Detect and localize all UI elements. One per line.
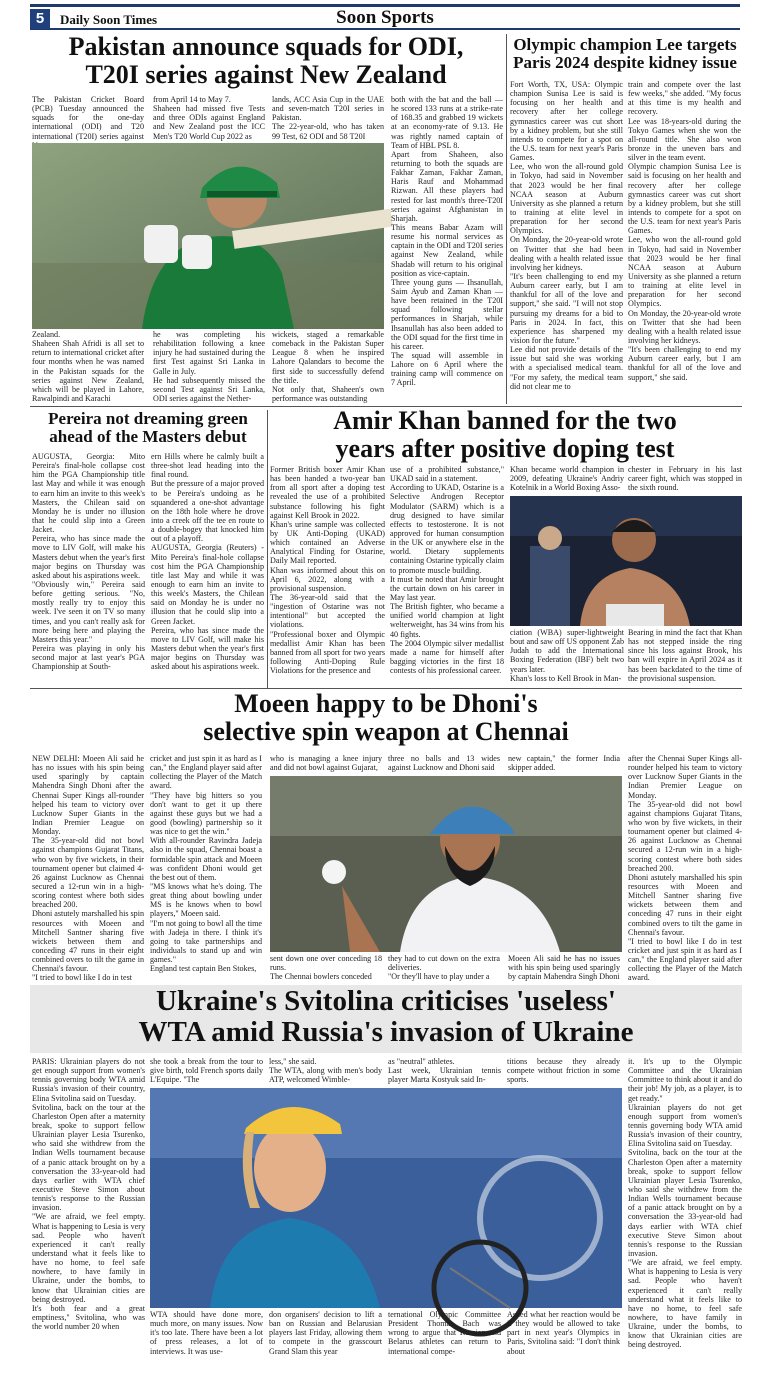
pakistan-col2-bottom: he was completing his rehabilitation following a knee injury he had sustained during the first Test against Sri Lanka in Galle in July. He had subsequently missed the second Test against Sri Lanka, ODI series against the Nether- xyxy=(153,330,265,403)
khan-col3-bottom: ciation (WBA) super-lightweight bout and saw off US opponent Zab Judah to add the International Boxing Federation (IBF) belt two years later. Khan's loss to Kell Brook in Man- xyxy=(510,628,624,683)
khan-headline-line2: years after positive doping test xyxy=(335,434,675,464)
khan-col4-top: chester in February in his last career fight, which was stopped in the sixth round. xyxy=(628,465,742,493)
moeen-col4-top: three no balls and 13 wides against Lucknow and Dhoni said xyxy=(388,754,500,773)
khan-headline xyxy=(268,407,742,463)
pakistan-headline-line1: Pakistan announce squads for ODI, xyxy=(68,32,464,61)
pakistan-col1-bottom: Zealand. Shaheen Shah Afridi is all set to return to international cricket after four months when he was named in the Pakistan squads for the series against New Zealand, which will be played in Lahore, Rawalpindi and Karachi xyxy=(32,330,144,403)
svitolina-headline-line1: Ukraine's Svitolina criticises 'useless' xyxy=(156,985,616,1017)
pakistan-headline xyxy=(30,33,502,89)
photo-caption: Moeen Ali said he has no issues with his spin being used sparingly by captain Mahendra Singh Dhoni xyxy=(508,954,620,982)
section-title: Soon Sports xyxy=(336,7,434,28)
svitolina-col3-top: less," she said. The WTA, along with men's body ATP, welcomed Wimble- xyxy=(269,1057,382,1085)
khan-col3-top: Khan became world champion in 2009, defeating Ukraine's Andriy Kotelnik in a World Boxing Asso- xyxy=(510,465,624,493)
pakistan-col3-bottom: wickets, staged a remarkable comeback in the Pakistan Super League 8 when he inspired Lahore Qalandars to become the first side to successfully defend the title. Not only that, Shaheen's own performance was outstanding xyxy=(272,330,384,403)
svitolina-col2-top: she took a break from the tour to give birth, told French sports daily L'Equipe. "The xyxy=(150,1057,263,1085)
moeen-col3-top: who is managing a knee injury and did not bowl against Gujarat, xyxy=(270,754,382,773)
moeen-col3-bottom: sent down one over conceding 18 runs. The Chennai bowlers conceded xyxy=(270,954,382,982)
pereira-headline-line2: ahead of the Masters debut xyxy=(49,427,247,447)
pereira-headline xyxy=(30,410,266,447)
boxer-photo xyxy=(510,496,742,626)
lee-headline-line2: Paris 2024 despite kidney issue xyxy=(513,53,737,73)
lee-headline xyxy=(507,36,743,73)
svitolina-col5-top: titions because they already compete without friction in some sports. xyxy=(507,1057,620,1085)
pakistan-col1-top: The Pakistan Cricket Board (PCB) Tuesday announced the squads for the one-day international (ODI) and T20 international (T20I) series against xyxy=(32,95,144,141)
lee-headline-line1: Olympic champion Lee targets xyxy=(513,35,737,54)
cricket-batsman-photo xyxy=(32,143,384,329)
moeen-col6: after the Chennai Super Kings all-rounder helped his team to victory over Lucknow Super Giants in the Indian Premier League on Monday. The 35-year-old did not bowl against champions Gujarat Titans, who won by five wickets, in their tournament opener but claimed 4-26 against Lucknow as Chennai secured a 12-run win in a high-scoring contest where both sides breached 200. Dhoni astutely marshalled his spin resources with Moeen and Mitchell Santner sharing five wickets between them and conceding 47 runs in their eight combined overs to tilt the game in Chennai's favour. "I tried to bowl like I do in test cricket and just spin it as hard as I can," the England player said after collecting the Player of the Match award. xyxy=(628,754,742,983)
pakistan-headline-line2: T20I series against New Zealand xyxy=(85,60,447,90)
moeen-col1: NEW DELHI: Moeen Ali said he has no issues with his spin being used sparingly by captain Mahendra Singh Dhoni after the Chennai Super Kings all-rounder helped his team to victory over Lucknow Super Giants in the Indian Premier League on Monday. The 35-year-old did not bowl against champions Gujarat Titans, who won by five wickets, in their tournament opener but claimed 4-26 against Lucknow as Chennai secured a 12-run win in a high-scoring contest where both sides breached 200. Dhoni astutely marshalled his spin resources with Moeen and Mitchell Santner sharing five wickets between them and conceding 47 runs in their eight combined overs to tilt the game in Chennai's favour. "I tried to bowl like I do in test xyxy=(32,754,144,983)
moeen-col4-bottom: they had to cut down on the extra deliveries. "Or they'll have to play under a xyxy=(388,954,500,982)
pereira-col1: AUGUSTA, Georgia: Mito Pereira's final-hole collapse cost him the PGA Championship title last May and while it was enough to earn him an invite to this week's Masters, the Chilean said on Monday he is under no illusion that he could slip into a Green Jacket. Pereira, who has since made the move to LIV Golf, will make his Masters debut when the year's first major begins on Thursday was asked about his aspirations week. "Obviously win," Pereira said before getting serious. "No, mostly really try to enjoy this week. I've seen it on TV so many times, and you can't really ask for more being here and playing the Masters this year." Pereira was playing in only his second major at last year's PGA Championship at South- xyxy=(32,452,145,672)
moeen-headline xyxy=(30,690,742,746)
khan-col2: use of a prohibited substance," UKAD said in a statement. According to UKAD, Ostarine is a Selective Androgen Receptor Modulator (SARM) which is a drug designed to have similar effects to testosterone. It is not approved for human consumption in the UK or anywhere else in the world. Dietary supplements containing Ostarine typically claim to promote muscle building. It must be noted that Amir brought the curtain down on his career in May last year. The British fighter, who became a unified world champion at light welterweight, has 34 wins from his 40 fights. The 2004 Olympic silver medallist made a name for himself after bagging victories in the first 18 contests of his professional career. xyxy=(390,465,504,676)
page-number: 5 xyxy=(30,9,50,29)
khan-col4-bottom: Bearing in mind the fact that Khan has not stepped inside the ring since his loss against Brook, his ban will expire in April 2024 as it has been backdated to the time of the provisional suspension. xyxy=(628,628,742,683)
svitolina-col6: it. It's up to the Olympic Committee and the Ukrainian Committee to think about it and do their job! My job, as a player, is to get ready." Ukrainian players do not get enough support from women's tennis governing body WTA amid Russia's invasion of their country, Elina Svitolina said on Tuesday. Svitolina, back on the tour at the Charleston Open after a maternity break, spoke to support fellow Ukrainian player Lesia Tsurenko, who said she withdrew from the Indian Wells tournament because of a panic attack brought on by a conversation the 33-year-old had days earlier with WTA chief executive Steve Simon about tennis's response to the Russian invasion. "We are afraid, we feel empty. What is happening to Lesia is very sad. People who haven't experienced it can't really understand what it feels like to have no home, to feel safe nowhere, to have family in Ukraine, under the bombs, to know that Ukrainian cities are being destroyed. xyxy=(628,1057,742,1350)
column-divider xyxy=(506,34,507,404)
svitolina-col4-top: as "neutral" athletes. Last week, Ukrainian tennis player Marta Kostyuk said In- xyxy=(388,1057,501,1085)
svitolina-col1: PARIS: Ukrainian players do not get enough support from women's tennis governing body WTA amid Russia's invasion of their country, Elina Svitolina said on Tuesday. Svitolina, back on the tour at the Charleston Open after a maternity break, spoke to support fellow Ukrainian player Lesia Tsurenko, who said she withdrew from the Indian Wells tournament because of a panic attack brought on by a conversation the 33-year-old had days earlier with WTA chief executive Steve Simon about tennis's response to the Russian invasion. "We are afraid, we feel empty. What is happening to Lesia is very sad. People who haven't experienced it can't really understand what it feels like to have no home, to feel safe nowhere, to have family in Ukraine, under the bombs, to know that Ukrainian cities are being destroyed. It's both fear and a great emptiness," Svitolina, who was the world number 20 when xyxy=(32,1057,145,1332)
moeen-col2: cricket and just spin it as hard as I can," the England player said after collecting the Player of the Match award. "They have big hitters so you don't want to get it up there against these guys but we had a good (bowling) partnership so it was nice to get the win." With all-rounder Ravindra Jadeja also in the squad, Chennai boast a formidable spin attack and Moeen was confident Dhoni would get the best out of them. "MS knows what he's doing. The great thing about bowling under MS is he knows when to bowl players," Moeen said. "I'm not going to bowl all the time with Jadeja in there. I think it's going to take partnerships and individuals to stand up and win games." England test captain Ben Stokes, xyxy=(150,754,262,974)
pakistan-col2-top: from April 14 to May 7. Shaheen had missed five Tests and three ODIs against England and New Zealand post the ICC Men's T20 World Cup 2022 as xyxy=(153,95,265,141)
svitolina-headline-line2: WTA amid Russia's invasion of Ukraine xyxy=(138,1016,634,1049)
paper-name: Daily Soon Times xyxy=(60,12,158,27)
moeen-headline-line2: selective spin weapon at Chennai xyxy=(203,717,569,747)
lee-col2: train and compete over the last few weeks," she added. "My focus at this time is my health and recovery. Lee was 18-years-old during the Tokyo Games when she won the all-round title. She also won bronze in the uneven bars and silver in the team event. Olympic champion Sunisa Lee is said is focusing on her health and recovery after her college gymnastics career was cut short by a kidney problem, but she still intends to compete for a spot on the U.S. team for next year's Paris Games. Lee, who won the all-round gold in Tokyo, had said in November that 2023 would be her final NCAA season at Auburn University as she planned a return to training at elite level in preparation for her second Olympics. On Monday, the 20-year-old wrote on Twitter that she had been dealing with a health related issue involving her kidneys. "It's been challenging to end my Auburn career early, but I am thankful for all of the love and support," she said. xyxy=(628,80,741,382)
svitolina-col4-bottom: ternational Olympic Committee President Thomas Bach was wrong to argue that Russian and Belarus athletes can return to international compe- xyxy=(388,1310,501,1356)
lee-col1: Fort Worth, TX, USA: Olympic champion Sunisa Lee is said is focusing on her health and recovery after her college gymnastics career was cut short by a kidney problem, but she still intends to compete for a spot on the U.S. team for next year's Paris Games. Lee, who won the all-round gold in Tokyo, had said in November that 2023 would be her final NCAA season at Auburn University as she planned a return to training at elite level in preparation for her second Olympics. On Monday, the 20-year-old wrote on Twitter that she had been dealing with a health related issue involving her kidneys. "It's been challenging to end my Auburn career early, but I am thankful for all of the love and support," she said. "I will not stop pursuing my dreams for a bid to Paris in 2024. In fact, this experience has sharpened my vision for the future." Lee did not provide details of the issue but said she was working with a specialised medical team. "For my safety, the medical team did not clear me to xyxy=(510,80,623,391)
svitolina-col5-bottom: Asked what her reaction would be if they would be allowed to take part in next year's Olympics in Paris, Svitolina said: "I don't think about xyxy=(507,1310,620,1356)
moeen-headline-line1: Moeen happy to be Dhoni's xyxy=(234,689,538,718)
pereira-col2: ern Hills where he calmly built a three-shot lead heading into the final round. But the pressure of a major proved to be Pereira's undoing as he squandered a one-shot advantage on the 18th hole where he drove into a creek off the tee en route to a double-bogey that knocked him out of a playoff. AUGUSTA, Georgia (Reuters) - Mito Pereira's final-hole collapse cost him the PGA Championship title last May and while it was enough to earn him an invite to this week's Masters, the Chilean said on Monday he is under no illusion that he could slip into a Green Jacket. Pereira, who has since made the move to LIV Golf, will make his Masters debut when the year's first major begins on Thursday was asked about his aspirations week. xyxy=(151,452,264,672)
pakistan-col3-top: lands, ACC Asia Cup in the UAE and seven-match T20I series in Pakistan. The 22-year-old, who has taken 99 Test, 62 ODI and 58 T20I xyxy=(272,95,384,141)
pakistan-col4: both with the bat and the ball — he scored 133 runs at a strike-rate of 168.35 and grabbed 19 wickets at an economy-rate of 9.13. He was rightly named captain of Team of HBL PSL 8. Apart from Shaheen, also returning to both the squads are Fakhar Zaman, Fakhar Zaman, Haris Rauf and Mohammad Rizwan. All these players had rested for last month's three-T20I series against Afghanistan in Sharjah. This means Babar Azam will resume his normal services as captain in the ODI and T20I series against New Zealand, while Shadab will return to his original position as vice-captain. Three young guns — Ihsanullah, Saim Ayub and Zaman Khan — have been retained in the T20I squad following stellar performances in Sharjah, while Ihsanullah has also been added to the ODI squad for the first time in his career. The squad will assemble in Lahore on 6 April where the training camp will commence on 7 April. xyxy=(391,95,503,388)
moeen-col5-top: new captain," the former India skipper added. xyxy=(508,754,620,773)
svitolina-col2-bottom: WTA should have done more, much more, on many issues. Now it's too late. There have been a lot of press releases, a lot of interviews. It was use- xyxy=(150,1310,263,1356)
khan-col1: Former British boxer Amir Khan has been handed a two-year ban from all sport after a doping test revealed the use of a prohibited substance following his fight against Kell Brook in 2022. Khan's urine sample was collected by UK Anti-Doping (UKAD) which contained an Adverse Analytical Finding for Ostarine, Daily Mail reported. Khan was informed about this on April 6, 2022, along with a provisional suspension. The 36-year-old said that the "ingestion of Ostarine was not intentional" but accepted the violations. "Professional boxer and Olympic medallist Amir Khan has been banned from all sport for two years following Anti-Doping Rule Violations for the presence and xyxy=(270,465,385,676)
tennis-player-photo xyxy=(150,1088,622,1308)
pereira-headline-line1: Pereira not dreaming green xyxy=(48,409,248,428)
cricketer-moeen-photo xyxy=(270,776,622,952)
khan-headline-line1: Amir Khan banned for the two xyxy=(333,406,677,435)
svitolina-headline xyxy=(30,986,742,1049)
svitolina-col3-bottom: don organisers' decision to lift a ban on Russian and Belarusian players last Friday, allowing them to compete in the grasscourt Grand Slam this year xyxy=(269,1310,382,1356)
